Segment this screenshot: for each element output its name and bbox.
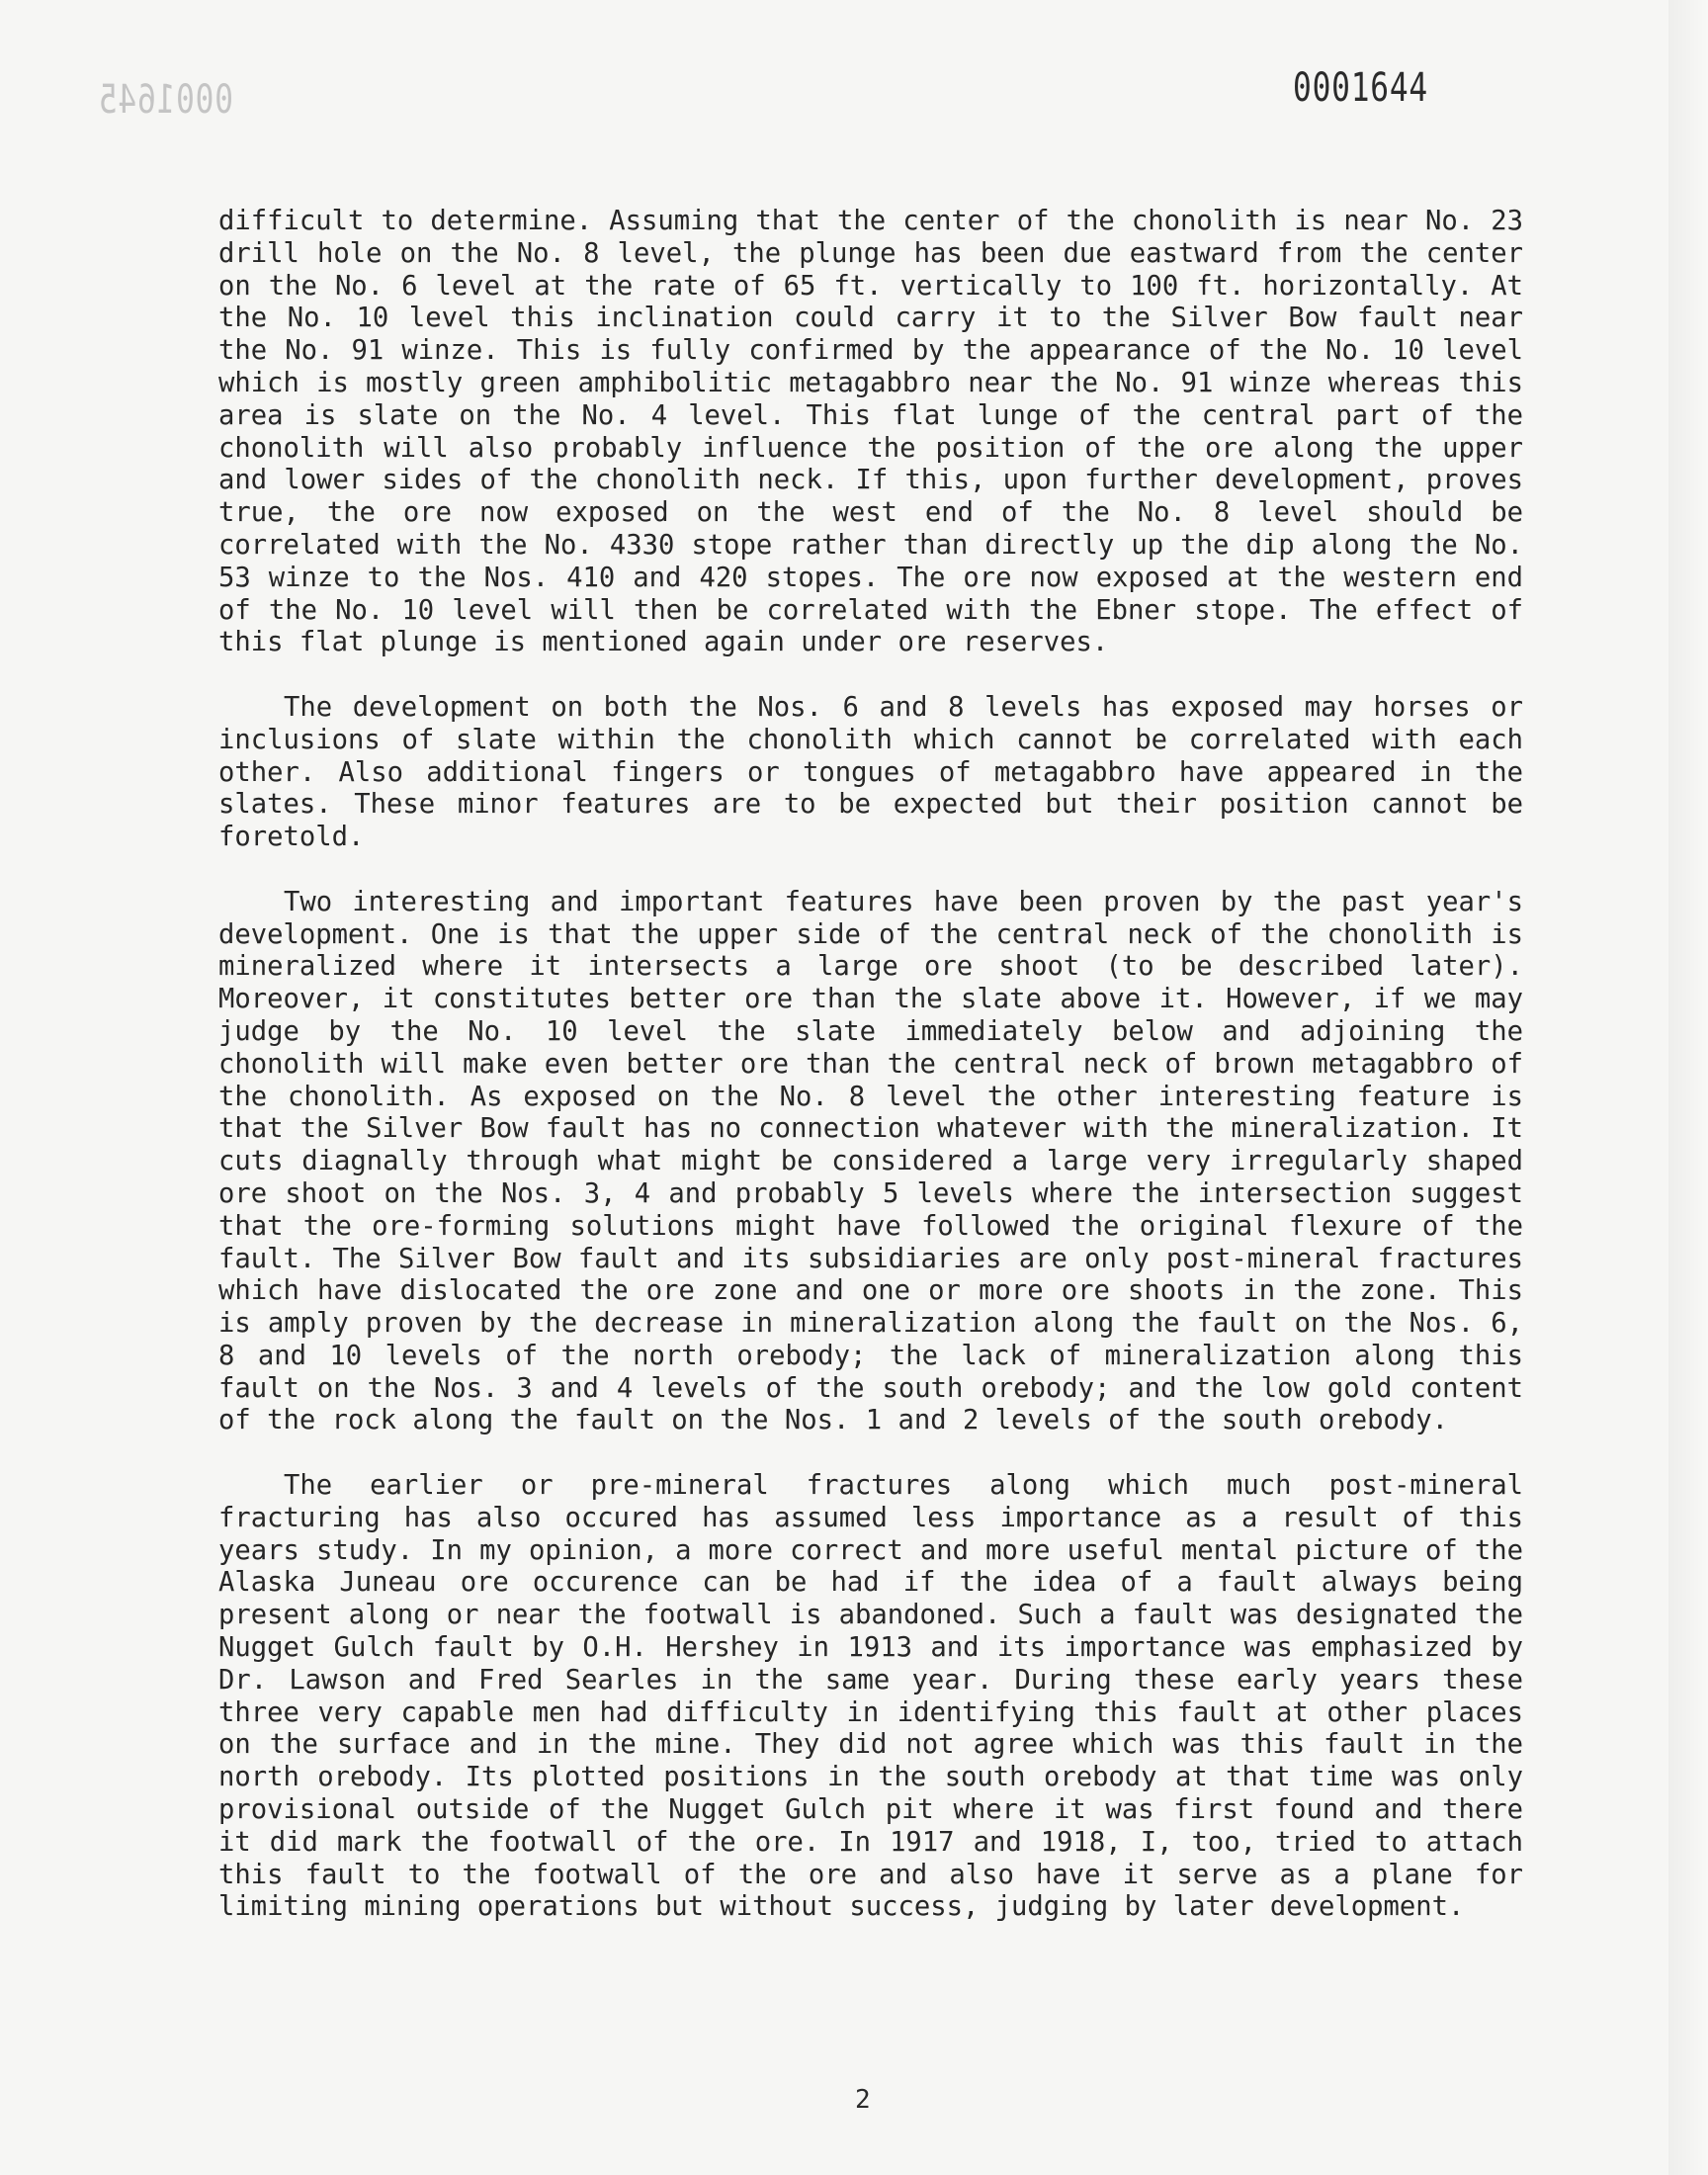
page-edge-shadow [1668,0,1708,2175]
bates-number-bleedthrough: 0001645 [98,77,233,123]
paragraph-2: The development on both the Nos. 6 and 8 levels has exposed may horses or inclusions of slate within the chonolith which cannot be correlated with each other. Also additional fingers or tongues of metagabbro have appeared in the slates. These minor features are to be expected but their position cannot be foretold. [218,691,1523,853]
paragraph-4: The earlier or pre-mineral fractures along which much post-mineral fracturing has also occured has assumed less importance as a result of this years study. In my opinion, a more correct and more useful mental picture of the Alaska Juneau ore occurence can be had if the idea of a fault always being present along or near the footwall is abandoned. Such a fault was designated the Nugget Gulch fault by O.H. Hershey in 1913 and its importance was emphasized by Dr. Lawson and Fred Searles in the same year. During these early years these three very capable men had difficulty in identifying this fault at other places on the surface and in the mine. They did not agree which was this fault in the north orebody. Its plotted positions in the south orebody at that time was only provisional outside of the Nugget Gulch pit where it was first found and there it did mark the footwall of the ore. In 1917 and 1918, I, too, tried to attach this fault to the footwall of the ore and also have it serve as a plane for limiting mining operations but without success, judging by later development. [218,1470,1523,1923]
bates-number: 0001644 [1293,65,1428,111]
page-number: 2 [855,2085,871,2115]
document-body [218,206,1523,1957]
paragraph-3: Two interesting and important features have been proven by the past year's development. One is that the upper side of the central neck of the chonolith is mineralized where it intersects a large ore shoot (to be described later). Moreover, it constitutes better ore than the slate above it. However, if we may judge by the No. 10 level the slate immediately below and adjoining the chonolith will make even better ore than the central neck of brown metagabbro of the chonolith. As exposed on the No. 8 level the other interesting feature is that the Silver Bow fault has no connection whatever with the mineralization. It cuts diagnally through what might be considered a large very irregularly shaped ore shoot on the Nos. 3, 4 and probably 5 levels where the intersection suggest that the ore-forming solutions might have followed the original flexure of the fault. The Silver Bow fault and its subsidiaries are only post-mineral fractures which have dislocated the ore zone and one or more ore shoots in the zone. This is amply proven by the decrease in mineralization along the fault on the Nos. 6, 8 and 10 levels of the north orebody; the lack of mineralization along this fault on the Nos. 3 and 4 levels of the south orebody; and the low gold content of the rock along the fault on the Nos. 1 and 2 levels of the south orebody. [218,886,1523,1436]
paragraph-1: difficult to determine. Assuming that the center of the chonolith is near No. 23 drill hole on the No. 8 level, the plunge has been due eastward from the center on the No. 6 level at the rate of 65 ft. vertically to 100 ft. horizontally. At the No. 10 level this inclination could carry it to the Silver Bow fault near the No. 91 winze. This is fully confirmed by the appearance of the No. 10 level which is mostly green amphibolitic metagabbro near the No. 91 winze whereas this area is slate on the No. 4 level. This flat lunge of the central part of the chonolith will also probably influence the position of the ore along the upper and lower sides of the chonolith neck. If this, upon further development, proves true, the ore now exposed on the west end of the No. 8 level should be correlated with the No. 4330 stope rather than directly up the dip along the No. 53 winze to the Nos. 410 and 420 stopes. The ore now exposed at the western end of the No. 10 level will then be correlated with the Ebner stope. The effect of this flat plunge is mentioned again under ore reserves. [218,206,1523,658]
